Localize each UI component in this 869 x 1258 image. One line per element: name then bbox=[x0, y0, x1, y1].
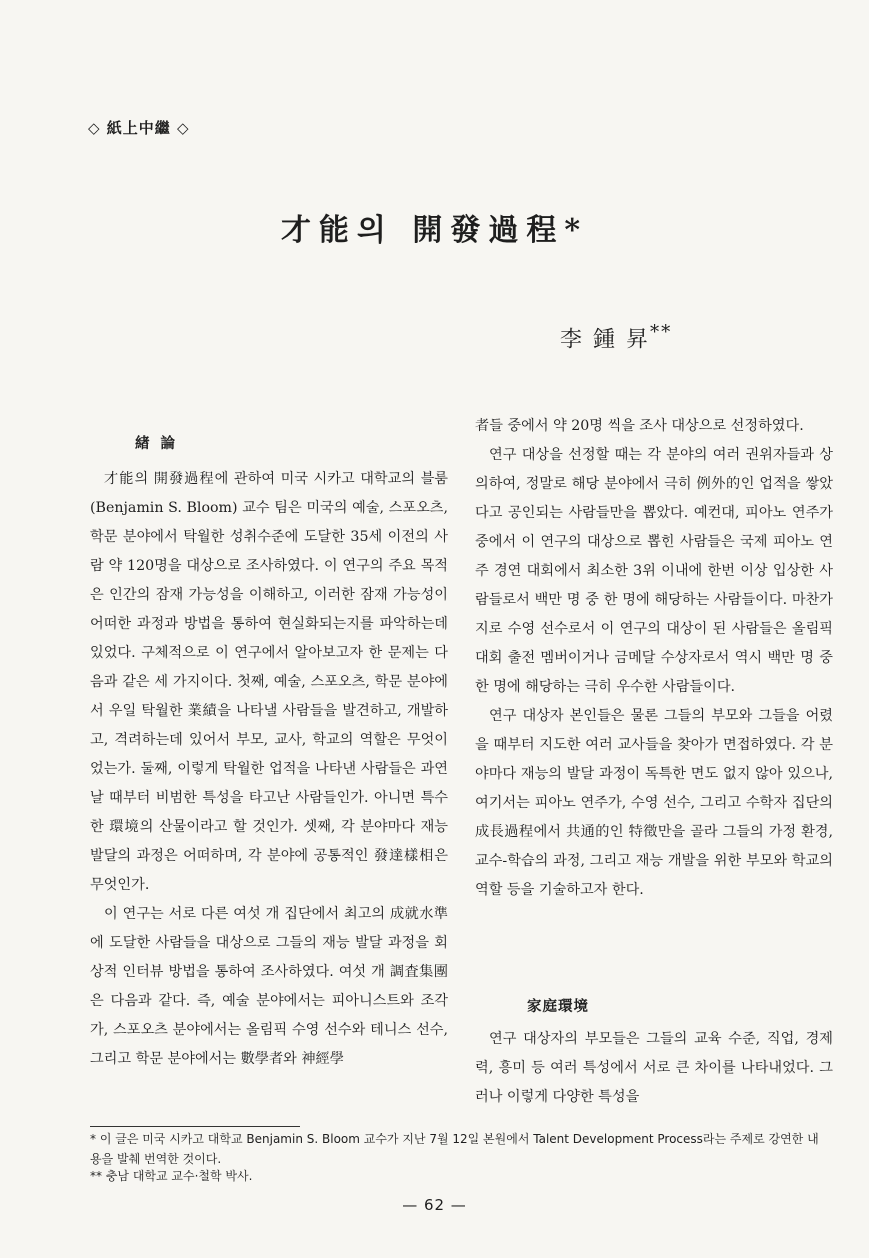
home-paragraph-1: 연구 대상자의 부모들은 그들의 교육 수준, 직업, 경제력, 흥미 등 여러 특성에서 서로 큰 차이를 나타내었다. 그러나 이렇게 다양한 특성을 bbox=[475, 1031, 833, 1105]
footnote-2: ** 충남 대학교 교수·철학 박사. bbox=[90, 1169, 253, 1183]
author-line bbox=[560, 322, 672, 353]
page-number: — 62 — bbox=[402, 1196, 467, 1214]
right-paragraph-1: 者들 중에서 약 20명 씩을 조사 대상으로 선정하였다. bbox=[475, 418, 804, 434]
right-paragraph-3: 연구 대상자 본인들은 물론 그들의 부모와 그들을 어렸을 때부터 지도한 여러 교사들을 찾아가 면접하였다. 각 분야마다 재능의 발달 과정이 독특한 면도 없지 않아 있으나, 여기서는 피아노 연주가, 수영 선수, 그리고 수학자 집단의 成長過程에서 共通的인 特徵만을 골라 그들의 가정 환경, 교수-학습의 과정, 그리고 재능 개발을 위한 부모와 학교의 역할 등을 기술하고자 한다. bbox=[475, 708, 833, 898]
section-heading-home-environment: 家庭環境 bbox=[527, 999, 589, 1015]
author-footnote-mark: ** bbox=[650, 322, 673, 343]
left-column bbox=[90, 465, 448, 1074]
right-column-lower bbox=[475, 1025, 833, 1112]
footnote-divider bbox=[90, 1126, 300, 1127]
section-heading-introduction: 緖 論 bbox=[135, 436, 179, 452]
author-name: 李 鍾 昇 bbox=[560, 327, 650, 353]
footnote-1: * 이 글은 미국 시카고 대학교 Benjamin S. Bloom 교수가 지난 7월 12일 본원에서 Talent Development Process라는 주제로 강연한 내용을 발췌 번역한 것이다. bbox=[90, 1132, 819, 1166]
intro-paragraph-1: 才能의 開發過程에 관하여 미국 시카고 대학교의 블룸(Benjamin S. Bloom) 교수 팀은 미국의 예술, 스포오츠, 학문 분야에서 탁월한 성취수준에 도달한 35세 이전의 사람 약 120명을 대상으로 조사하였다. 이 연구의 주요 목적은 인간의 잠재 가능성을 이해하고, 이러한 잠재 가능성이 어떠한 과정과 방법을 통하여 현실화되는지를 파악하는데 있었다. 구체적으로 이 연구에서 알아보고자 한 문제는 다음과 같은 세 가지이다. 첫째, 예술, 스포오츠, 학문 분야에서 우일 탁월한 業績을 나타낼 사람들을 발견하고, 개발하고, 격려하는데 있어서 부모, 교사, 학교의 역할은 무엇이었는가. 둘째, 이렇게 탁월한 업적을 나타낸 사람들은 과연 날 때부터 비범한 특성을 타고난 사람들인가. 아니면 특수한 環境의 산물이라고 할 것인가. 셋째, 각 분야마다 재능 발달의 과정은 어떠하며, 각 분야에 공통적인 發達樣相은 무엇인가. bbox=[90, 471, 448, 893]
right-paragraph-2: 연구 대상을 선정할 때는 각 분야의 여러 권위자들과 상의하여, 정말로 해당 분야에서 극히 例外的인 업적을 쌓았다고 공인되는 사람들만을 뽑았다. 예컨대, 피아노 연주가 중에서 이 연구의 대상으로 뽑힌 사람들은 국제 피아노 연주 경연 대회에서 최소한 3위 이내에 한번 이상 입상한 사람들로서 백만 명 중 한 명에 해당하는 사람들이다. 마찬가지로 수영 선수로서 이 연구의 대상이 된 사람들은 올림픽 대회 출전 멤버이거나 금메달 수상자로서 역시 백만 명 중 한 명에 해당하는 극히 우수한 사람들이다. bbox=[475, 447, 833, 695]
article-title: 才能의 開發過程* bbox=[280, 213, 589, 248]
series-label: ◇ 紙上中繼 ◇ bbox=[88, 119, 190, 137]
intro-paragraph-2: 이 연구는 서로 다른 여섯 개 집단에서 최고의 成就水準에 도달한 사람들을 대상으로 그들의 재능 발달 과정을 회상적 인터뷰 방법을 통하여 조사하였다. 여섯 개 調査集團은 다음과 같다. 즉, 예술 분야에서는 피아니스트와 조각가, 스포오츠 분야에서는 올림픽 수영 선수와 테니스 선수, 그리고 학문 분야에서는 數學者와 神經學 bbox=[90, 906, 448, 1067]
right-column bbox=[475, 412, 833, 905]
